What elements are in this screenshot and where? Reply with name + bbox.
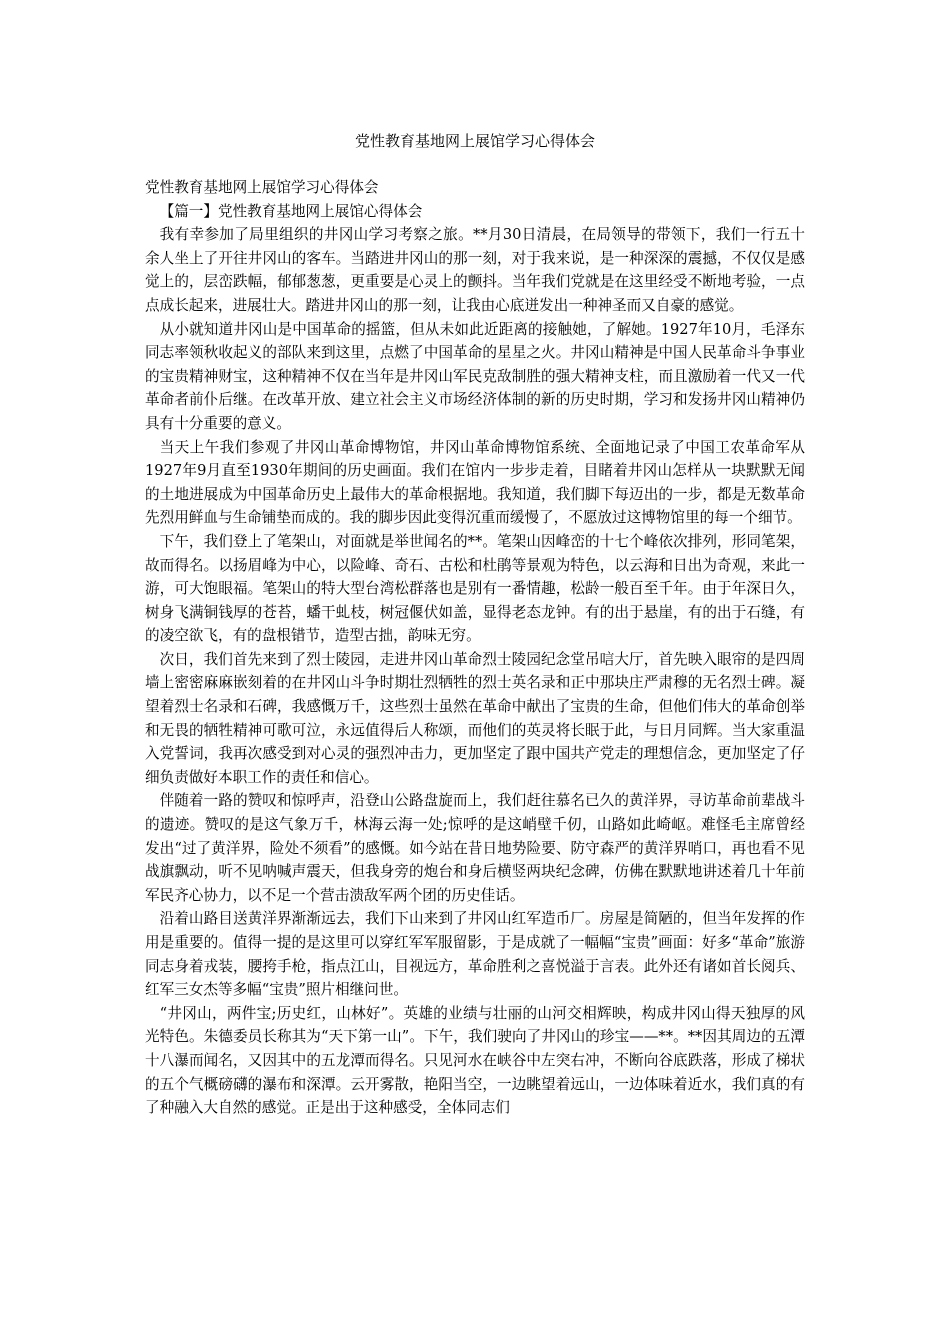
paragraph: 我有幸参加了局里组织的井冈山学习考察之旅。**月30日清晨，在局领导的带领下，我们一行五十余人坐上了开往井冈山的客车。当踏进井冈山的那一刻，对于我来说，是一种深深的震撼，不仅仅是感觉上的，层峦跌幅，郁郁葱葱，更重要是心灵上的颤抖。当年我们党就是在这里经受不断地考验，一点点成长起来，进展壮大。踏进井冈山的那一刻，让我由心底迸发出一种神圣而又自豪的感觉。 — [145, 226, 805, 314]
paragraph: 从小就知道井冈山是中国革命的摇篮，但从未如此近距离的接触她，了解她。1927年10月，毛泽东同志率领秋收起义的部队来到这里，点燃了中国革命的星星之火。井冈山精神是中国人民革命斗争事业的宝贵精神财宝，这种精神不仅在当年是井冈山军民克敌制胜的强大精神支柱，而且激励着一代又一代革命者前仆后继。在改革开放、建立社会主义市场经济体制的新的历史时期，学习和发扬井冈山精神仍具有十分重要的意义。 — [145, 320, 805, 432]
paragraph: 下午，我们登上了笔架山，对面就是举世闻名的**。笔架山因峰峦的十七个峰依次排列，形同笔架，故而得名。以扬眉峰为中心，以险峰、奇石、古松和杜鹃等景观为特色，以云海和日出为奇观，来此一游，可大饱眼福。笔架山的特大型台湾松群落也是别有一番情趣，松龄一般百至千年。由于年深日久，树身飞满铜钱厚的苍苔，蟠干虬枝，树冠偃伏如盖，显得老态龙钟。有的出于悬崖，有的出于石缝，有的凌空欲飞，有的盘根错节，造型古拙，韵味无穷。 — [145, 532, 805, 645]
document-title: 党性教育基地网上展馆学习心得体会 — [354, 132, 595, 150]
paragraph: 当天上午我们参观了井冈山革命博物馆，井冈山革命博物馆系统、全面地记录了中国工农革命军从1927年9月直至1930年期间的历史画面。我们在馆内一步步走着，目睹着井冈山怎样从一块默默无闻的土地进展成为中国革命历史上最伟大的革命根据地。我知道，我们脚下每迈出的一步，都是无数革命先烈用鲜血与生命铺垫而成的。我的脚步因此变得沉重而缓慢了，不愿放过这博物馆里的每一个细节。 — [145, 438, 805, 527]
document-body — [145, 176, 805, 1120]
section-heading: 【篇一】党性教育基地网上展馆心得体会 — [159, 202, 423, 220]
document-subtitle: 党性教育基地网上展馆学习心得体会 — [145, 179, 379, 196]
paragraph: 伴随着一路的赞叹和惊呼声，沿登山公路盘旋而上，我们赶往慕名已久的黄洋界，寻访革命前辈战斗的遗迹。赞叹的是这气象万千，林海云海一处;惊呼的是这峭壁千仞，山路如此崎岖。难怪毛主席曾经发出“过了黄洋界，险处不须看”的感慨。如今站在昔日地势险要、防守森严的黄洋界哨口，再也看不见战旗飘动，听不见呐喊声震天，但我身旁的炮台和身后横竖两块纪念碑，仿佛在默默地讲述着几十年前军民齐心协力，以不足一个营击溃敌军两个团的历史佳话。 — [145, 792, 805, 904]
paragraph: 次日，我们首先来到了烈士陵园，走进井冈山革命烈士陵园纪念堂吊唁大厅，首先映入眼帘的是四周墙上密密麻麻嵌刻着的在井冈山斗争时期壮烈牺牲的烈士英名录和正中那块庄严肃穆的无名烈士碑。凝望着烈士名录和石碑，我感慨万千，这些烈士虽然在革命中献出了宝贵的生命，但他们伟大的革命创举和无畏的牺牲精神可歌可泣，永远值得后人称颂，而他们的英灵将长眠于此，与日月同辉。当大家重温入党誓词，我再次感受到对心灵的强烈冲击力，更加坚定了跟中国共产党走的理想信念，更加坚定了仔细负责做好本职工作的责任和信心。 — [145, 650, 805, 786]
paragraph: 沿着山路目送黄洋界渐渐远去，我们下山来到了井冈山红军造币厂。房屋是简陋的，但当年发挥的作用是重要的。值得一提的是这里可以穿红军军服留影，于是成就了一幅幅“宝贵”画面：好多“革命”旅游同志身着戎装，腰挎手枪，指点江山，目视远方，革命胜利之喜悦溢于言表。此外还有诸如首长阅兵、红军三女杰等多幅“宝贵”照片相继问世。 — [145, 910, 805, 999]
paragraph: “井冈山，两件宝;历史红，山林好”。英雄的业绩与壮丽的山河交相辉映，构成井冈山得天独厚的风光特色。朱德委员长称其为“天下第一山”。下午，我们驶向了井冈山的珍宝——**。**因其周边的五潭十八瀑而闻名，又因其中的五龙潭而得名。只见河水在峡谷中左突右冲，不断向谷底跌落，形成了梯状的五个气概磅礴的瀑布和深潭。云开雾散，艳阳当空，一边眺望着远山，一边体味着近水，我们真的有了种融入大自然的感觉。正是出于这种感受，全体同志们 — [145, 1004, 805, 1117]
